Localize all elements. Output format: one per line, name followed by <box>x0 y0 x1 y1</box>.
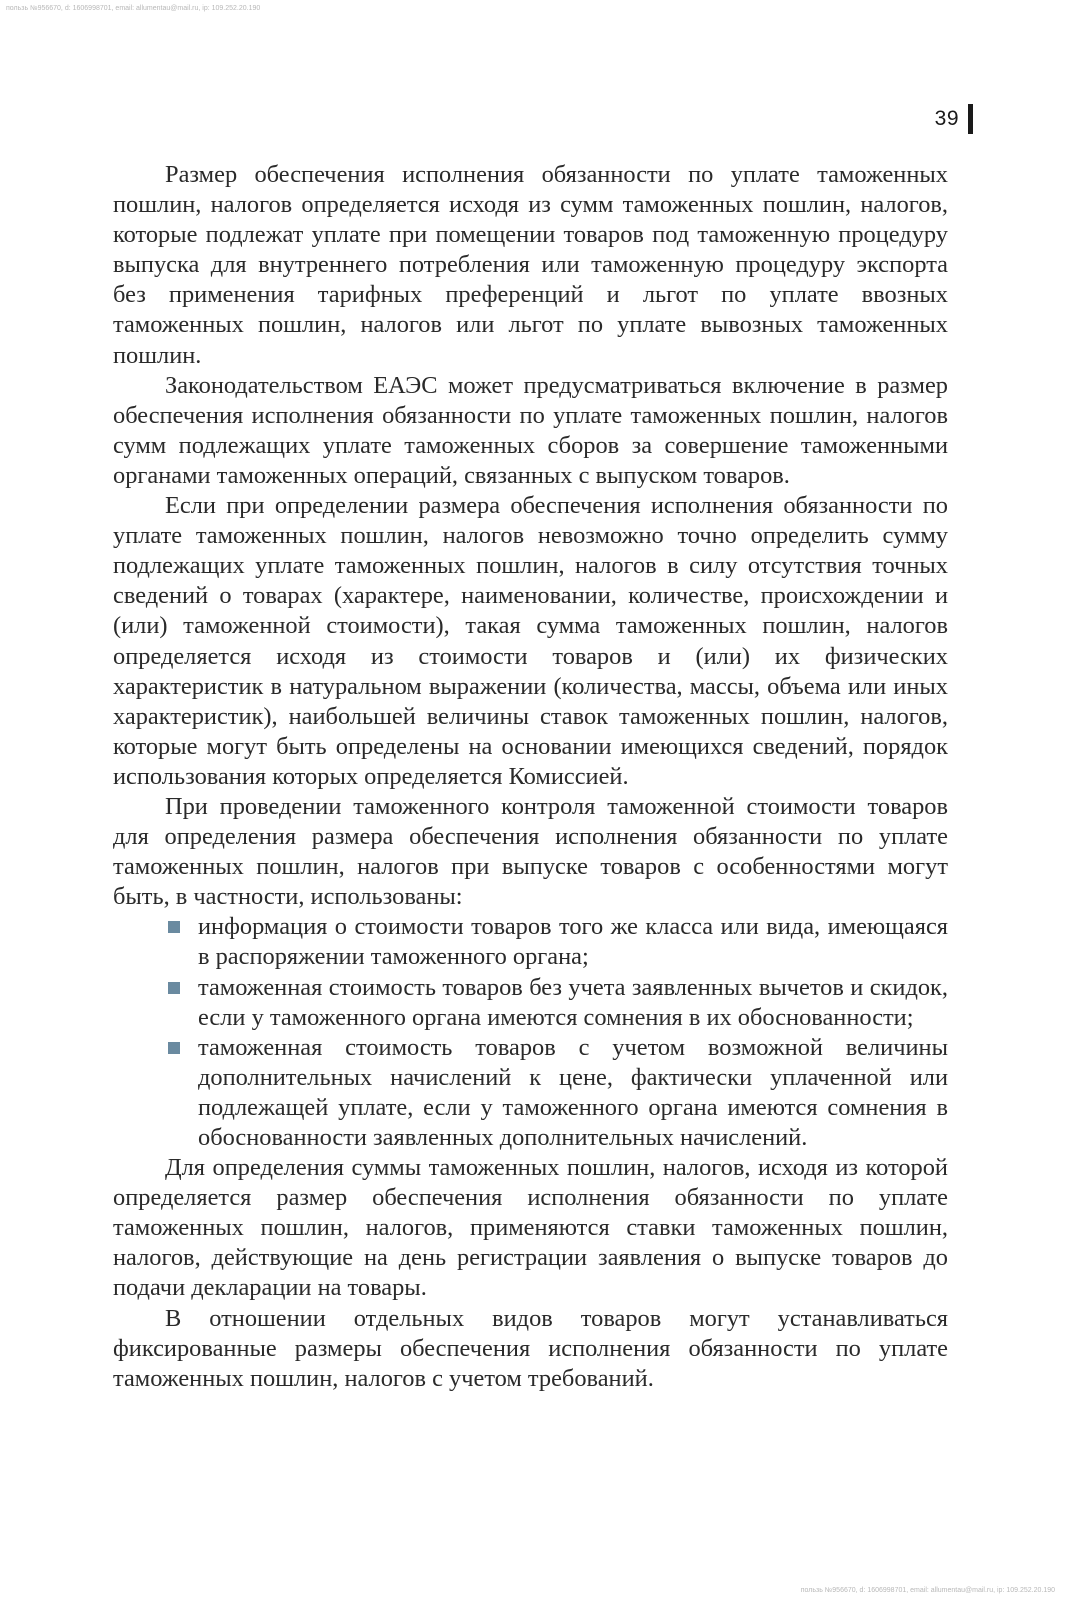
main-text <box>113 160 948 1394</box>
square-bullet-icon <box>168 982 180 994</box>
paragraph-1: Размер обеспечения исполнения обязанности по уплате таможенных пошлин, налогов определяется исходя из сумм таможенных пошлин, налогов, которые подлежат уплате при помещении товаров под таможенную процедуру выпуска для внутреннего потребления или таможенную процедуру экспорта без применения тарифных преференций и льгот по уплате ввозных таможенных пошлин, налогов или льгот по уплате вывозных таможенных пошлин. <box>113 161 948 369</box>
square-bullet-icon <box>168 1042 180 1054</box>
page-number-bar <box>968 104 973 134</box>
list-item <box>198 912 948 972</box>
page-number: 39 <box>934 107 959 130</box>
square-bullet-icon <box>168 921 180 933</box>
list-item <box>198 1033 948 1153</box>
list-item <box>198 973 948 1033</box>
paragraph-2: Законодательством ЕАЭС может предусматриваться включение в размер обеспечения исполнения обязанности по уплате таможенных пошлин, налогов сумм подлежащих уплате таможенных сборов за совершение таможенными органами таможенных операций, связанных с выпуском товаров. <box>113 371 948 489</box>
paragraph-3: Если при определении размера обеспечения исполнения обязанности по уплате таможенных пошлин, налогов невозможно точно определить сумму подлежащих уплате таможенных пошлин, налогов в силу отсутствия точных сведений о товарах (характере, наименовании, количестве, происхождении и (или) таможенной стоимости), такая сумма таможенных пошлин, налогов определяется исходя из стоимости товаров и (или) их физических характеристик в натуральном выражении (количества, массы, объема или иных характеристик), наибольшей величины ставок таможенных пошлин, налогов, которые могут быть определены на основании имеющихся сведений, порядок использования которых определяется Комиссией. <box>113 492 948 790</box>
paragraph-4: При проведении таможенного контроля таможенной стоимости товаров для определения размера обеспечения исполнения обязанности по уплате таможенных пошлин, налогов при выпуске товаров с особенностями могут быть, в частности, использованы: <box>113 792 948 911</box>
bullet-list <box>113 912 948 1153</box>
watermark-bottom: пользь №956670, d: 1606998701, email: allumentau@mail.ru, ip: 109.252.20.190 <box>800 1587 1055 1594</box>
list-item-text: таможенная стоимость товаров с учетом возможной величины дополнительных начислений к цене, фактически уплаченной или подлежащей уплате, если у таможенного органа имеются сомнения в обоснованности заявленных дополнительных начислений. <box>198 1033 948 1151</box>
watermark-top: пользь №956670, d: 1606998701, email: allumentau@mail.ru, ip: 109.252.20.190 <box>6 5 261 12</box>
paragraph-6: В отношении отдельных видов товаров могут устанавливаться фиксированные размеры обеспечения исполнения обязанности по уплате таможенных пошлин, налогов с учетом требований. <box>113 1304 948 1392</box>
page-number-block <box>935 104 973 134</box>
list-item-text: таможенная стоимость товаров без учета заявленных вычетов и скидок, если у таможенного органа имеются сомнения в их обоснованности; <box>198 973 948 1031</box>
list-item-text: информация о стоимости товаров того же класса или вида, имеющаяся в распоряжении таможенного органа; <box>198 913 948 971</box>
paragraph-5: Для определения суммы таможенных пошлин, налогов, исходя из которой определяется размер обеспечения исполнения обязанности по уплате таможенных пошлин, налогов, применяются ставки таможенных пошлин, налогов, действующие на день регистрации заявления о выпуске товаров до подачи декларации на товары. <box>113 1154 948 1302</box>
